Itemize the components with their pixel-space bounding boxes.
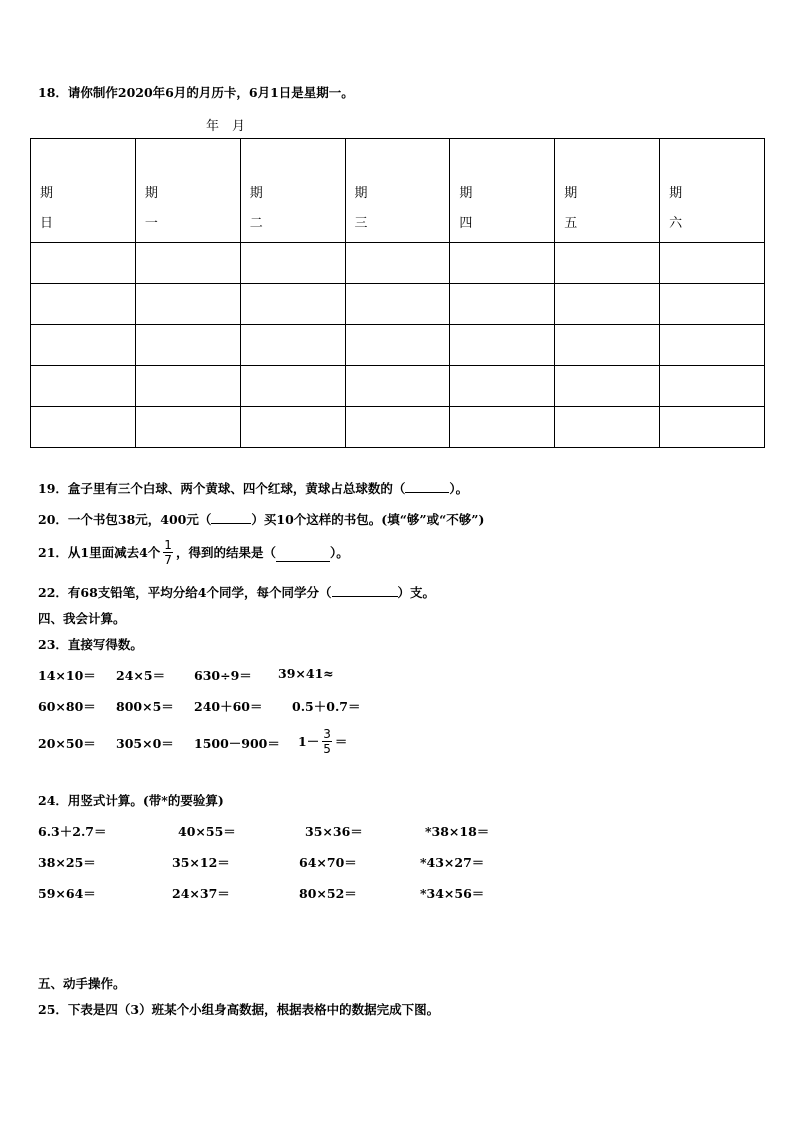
q24-title: 24．用竖式计算。(带*的要验算) [38, 793, 224, 808]
q24-item: 35×36＝ [305, 824, 363, 839]
q24-item: 64×70＝ [299, 855, 357, 870]
calendar-cell[interactable] [31, 366, 136, 407]
calendar-cell[interactable] [555, 407, 660, 448]
calendar-cell[interactable] [555, 366, 660, 407]
header-cell-tuesday: 期 二 [240, 139, 345, 243]
q24-item: 24×37＝ [172, 886, 230, 901]
q22: 22．有68支铅笔，平均分给4个同学，每个同学分（ ）支。 [38, 585, 436, 600]
calendar-cell[interactable] [240, 243, 345, 284]
q18-text: 18．请你制作2020年6月的月历卡，6月1日是星期一。 [38, 85, 354, 100]
q24-item: 59×64＝ [38, 886, 96, 901]
q24-item: *38×18＝ [425, 824, 490, 839]
header-cell-thursday: 期 四 [450, 139, 555, 243]
q21: 21．从1里面减去4个 $\frac{1}{7}$ ，得到的结果是（ ）。 [38, 537, 349, 567]
q23-item: 20×50＝ [38, 736, 96, 751]
q24-item: 6.3＋2.7＝ [38, 824, 107, 839]
calendar-row [31, 284, 765, 325]
calendar-cell[interactable] [660, 284, 765, 325]
calendar-cell[interactable] [450, 284, 555, 325]
calendar-cell[interactable] [135, 366, 240, 407]
q23-item: 14×10＝ [38, 668, 96, 683]
calendar-cell[interactable] [240, 284, 345, 325]
calendar-row [31, 407, 765, 448]
calendar-cell[interactable] [660, 366, 765, 407]
calendar-cell[interactable] [660, 407, 765, 448]
section-4-heading: 四、我会计算。 [38, 611, 126, 626]
header-cell-friday: 期 五 [555, 139, 660, 243]
calendar-cell[interactable] [240, 325, 345, 366]
q23-item: 305×0＝ [116, 736, 174, 751]
calendar-cell[interactable] [660, 243, 765, 284]
calendar-cell[interactable] [555, 325, 660, 366]
calendar-cell[interactable] [345, 325, 450, 366]
q23-item: 39×41≈ [278, 666, 334, 681]
calendar-row [31, 325, 765, 366]
calendar-cell[interactable] [31, 284, 136, 325]
calendar-cell[interactable] [135, 243, 240, 284]
calendar-cell[interactable] [450, 243, 555, 284]
header-cell-wednesday: 期 三 [345, 139, 450, 243]
calendar-cell[interactable] [135, 284, 240, 325]
q23-title: 23．直接写得数。 [38, 637, 143, 652]
header-cell-saturday: 期 六 [660, 139, 765, 243]
calendar-cell[interactable] [345, 407, 450, 448]
calendar-cell[interactable] [240, 407, 345, 448]
calendar-cell[interactable] [31, 407, 136, 448]
fraction-one-seventh: $\frac{1}{7}$ [164, 537, 172, 567]
q24-item: 80×52＝ [299, 886, 357, 901]
calendar-header-row [31, 139, 765, 243]
calendar-cell[interactable] [660, 325, 765, 366]
calendar-cell[interactable] [135, 325, 240, 366]
q20: 20．一个书包38元，400元（ ）买10个这样的书包。(填“够”或“不够”) [38, 512, 485, 527]
calendar-cell[interactable] [345, 366, 450, 407]
header-cell-monday: 期 一 [135, 139, 240, 243]
calendar-cell[interactable] [450, 407, 555, 448]
q23-item: 1500－900＝ [194, 736, 280, 751]
q24-item: *34×56＝ [420, 886, 485, 901]
calendar-row [31, 366, 765, 407]
calendar-cell[interactable] [345, 284, 450, 325]
year-month-label: 年 月 [206, 119, 246, 134]
q23-item: 24×5＝ [116, 668, 166, 683]
q22-answer-blank[interactable] [332, 583, 398, 597]
q23-item: 800×5＝ [116, 699, 174, 714]
calendar-cell[interactable] [450, 366, 555, 407]
calendar-cell[interactable] [31, 243, 136, 284]
q19: 19．盒子里有三个白球、两个黄球、四个红球，黄球占总球数的（ ）。 [38, 481, 469, 496]
q24-item: 35×12＝ [172, 855, 230, 870]
q24-item: *43×27＝ [420, 855, 485, 870]
q23-item: 240＋60＝ [194, 699, 263, 714]
q24-item: 38×25＝ [38, 855, 96, 870]
calendar-cell[interactable] [135, 407, 240, 448]
q19-answer-blank[interactable] [405, 479, 449, 493]
calendar-table [30, 138, 765, 448]
q23-item: 60×80＝ [38, 699, 96, 714]
header-cell-sunday: 期 日 [31, 139, 136, 243]
calendar-cell[interactable] [555, 243, 660, 284]
calendar-cell[interactable] [240, 366, 345, 407]
calendar-cell[interactable] [31, 325, 136, 366]
q23-item-fraction: 1－ $\frac{3}{5}$ ＝ [298, 726, 348, 756]
calendar-cell[interactable] [555, 284, 660, 325]
fraction-three-fifths: $\frac{3}{5}$ [323, 726, 331, 756]
q24-item: 40×55＝ [178, 824, 236, 839]
q25-text: 25．下表是四（3）班某个小组身高数据，根据表格中的数据完成下图。 [38, 1002, 440, 1017]
q23-item: 630÷9＝ [194, 668, 252, 683]
q20-answer-blank[interactable] [211, 510, 251, 524]
q21-answer-blank[interactable] [276, 548, 330, 562]
calendar-cell[interactable] [450, 325, 555, 366]
section-5-heading: 五、动手操作。 [38, 976, 126, 991]
q23-item: 0.5＋0.7＝ [292, 699, 361, 714]
calendar-row [31, 243, 765, 284]
calendar-cell[interactable] [345, 243, 450, 284]
